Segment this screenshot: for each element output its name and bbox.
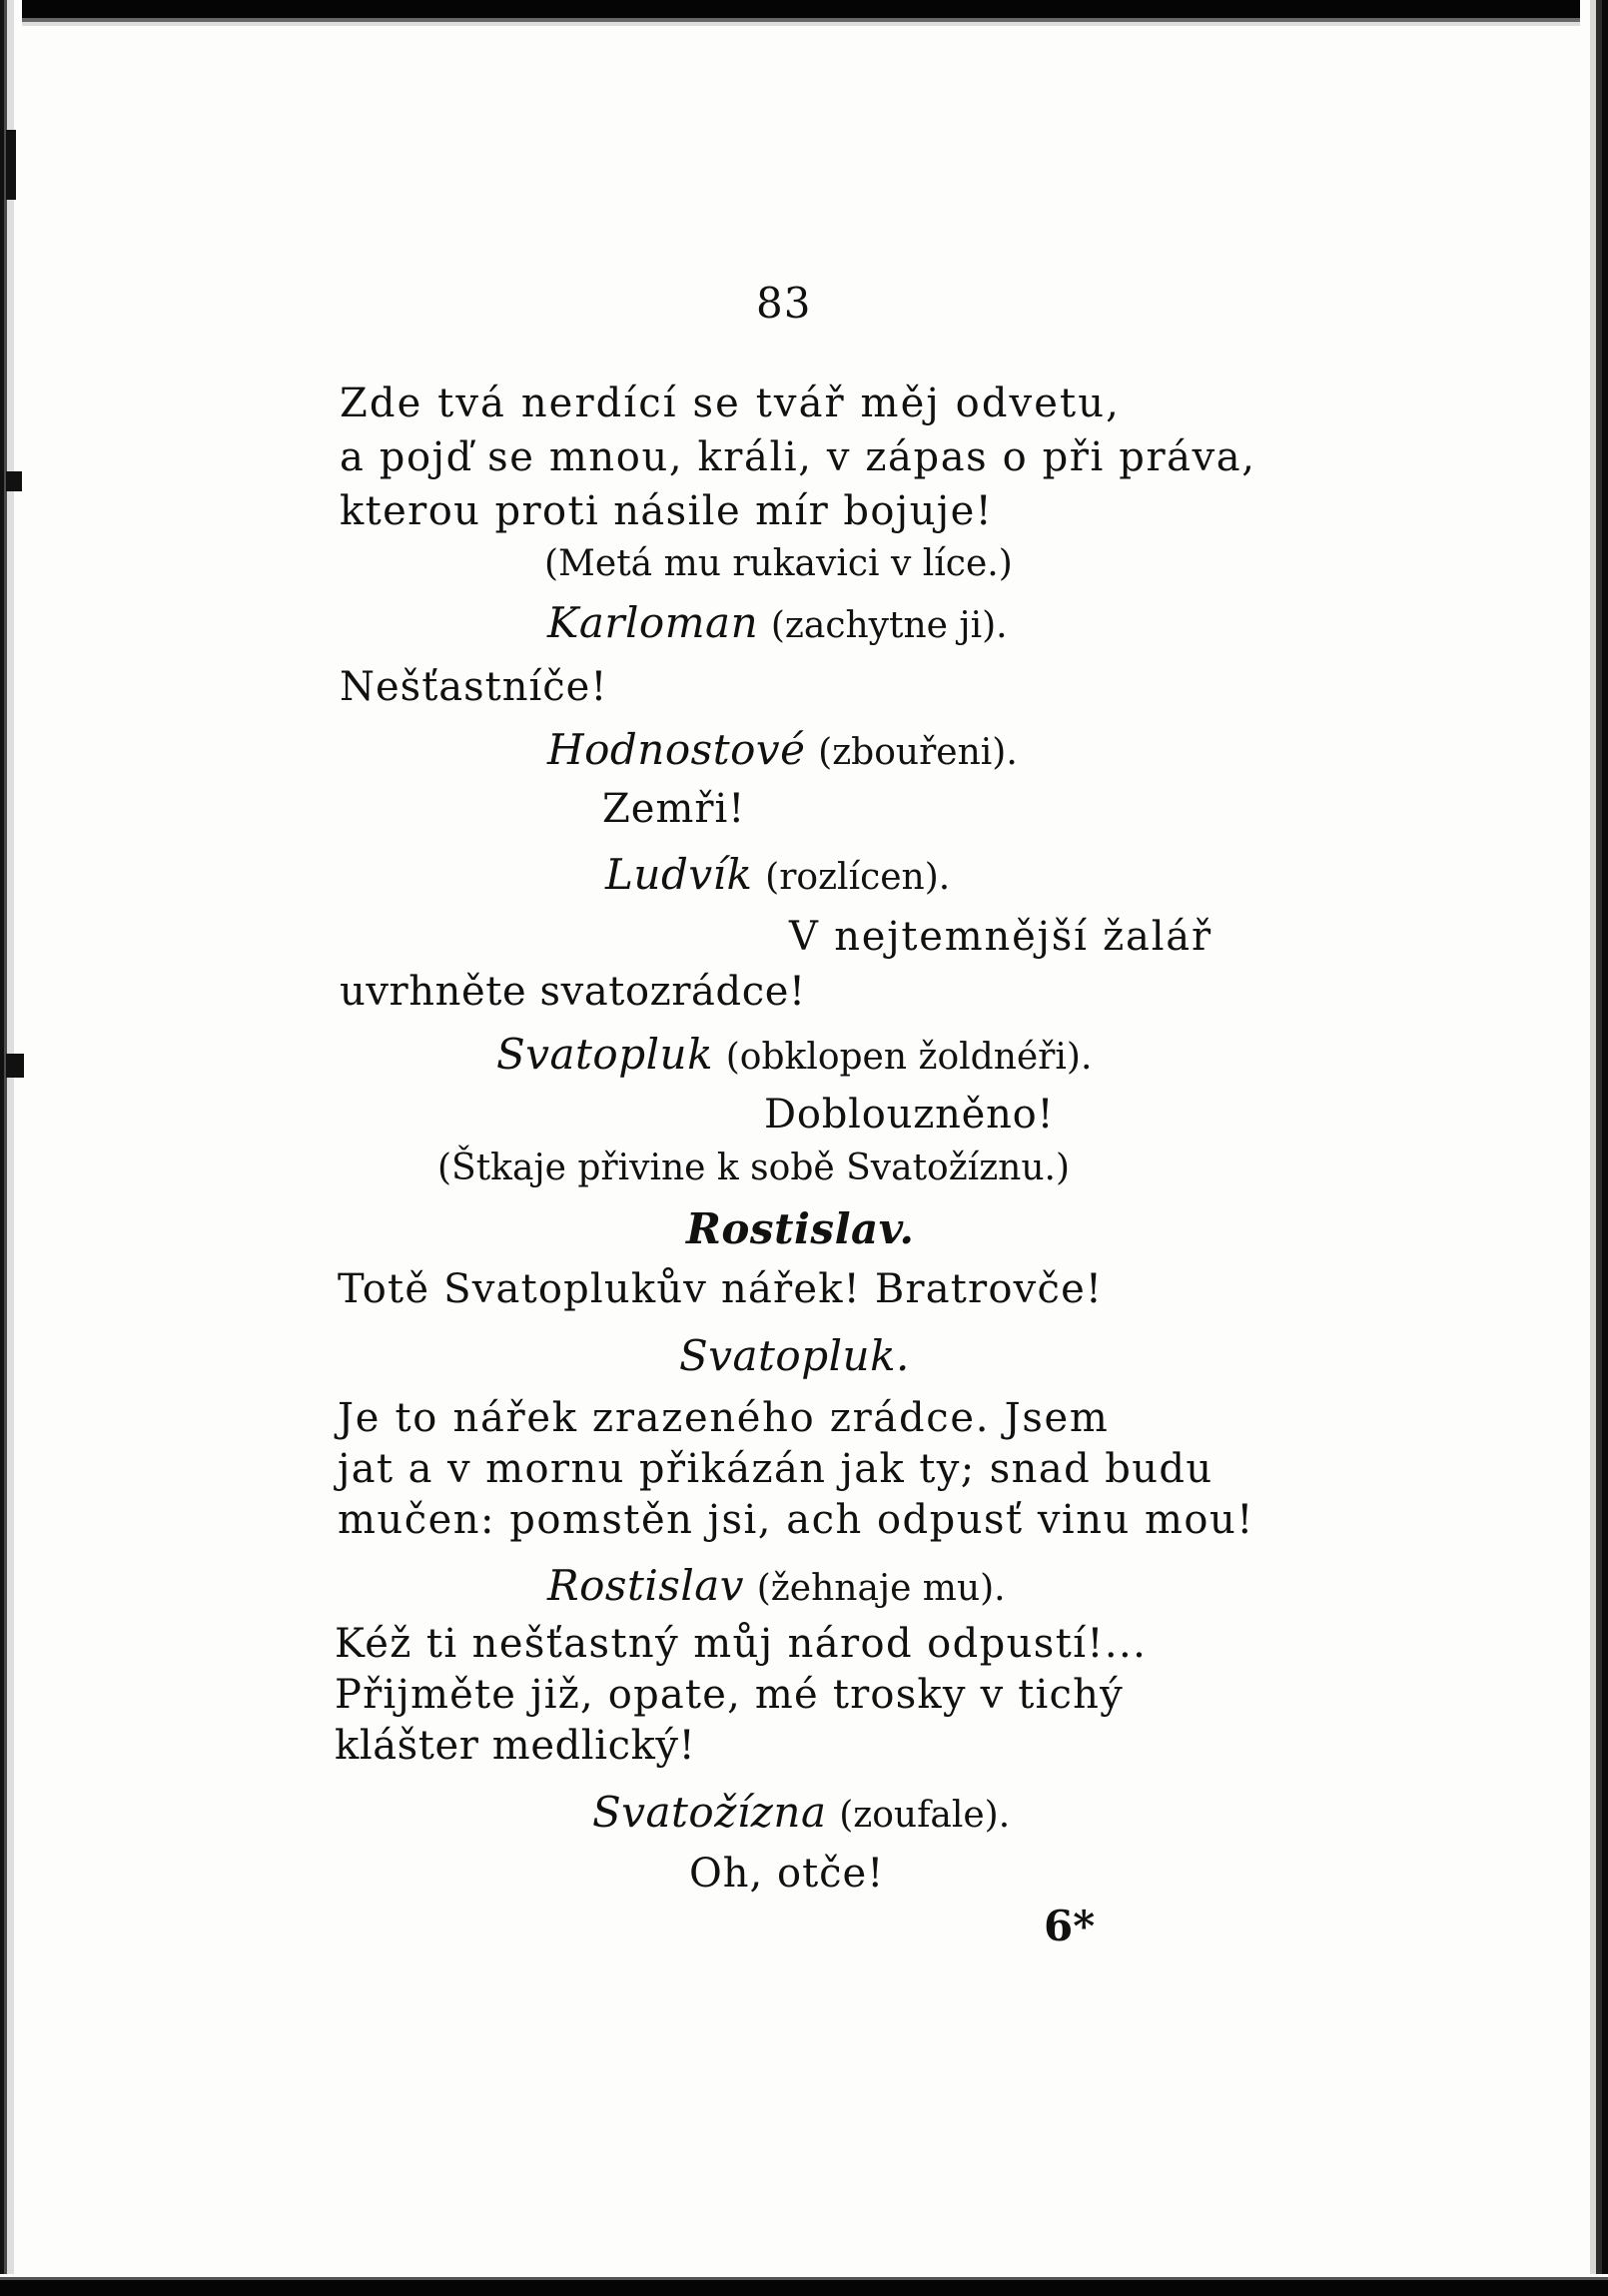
stage-direction: (rozlícen). <box>765 857 951 898</box>
speaker-line <box>547 1561 1006 1610</box>
verse-line: Nešťastníče! <box>340 664 608 710</box>
verse-line: Zemři! <box>602 786 746 832</box>
speaker-name: Rostislav. <box>686 1204 915 1253</box>
scan-mark <box>6 1054 24 1078</box>
page-number: 83 <box>756 279 812 328</box>
stage-direction: (zoufale). <box>839 1795 1011 1836</box>
verse-line: V nejtemnější žalář <box>789 914 1212 960</box>
verse-line: a pojď se mnou, králi, v zápas o při práva, <box>340 434 1256 480</box>
speaker-name: Svatopluk <box>496 1030 714 1079</box>
verse-line: Zde tvá nerdící se tvář měj odvetu, <box>340 381 1121 426</box>
verse-line: Kéž ti nešťastný můj národ odpustí!... <box>335 1621 1148 1667</box>
speaker-line <box>547 598 1008 647</box>
verse-line: jat a v mornu přikázán jak ty; snad budu <box>338 1446 1213 1492</box>
speaker-name: Rostislav <box>547 1561 745 1610</box>
verse-line: Totě Svatoplukův nářek! Bratrovče! <box>338 1266 1104 1312</box>
scan-right-edge <box>1580 0 1608 2296</box>
speaker-line <box>605 850 951 899</box>
stage-direction: (žehnaje mu). <box>756 1568 1006 1609</box>
stage-direction: (zbouřeni). <box>818 732 1018 773</box>
stage-direction: (Štkaje přivine k sobě Svatožíznu.) <box>437 1148 1071 1188</box>
verse-line: Oh, otče! <box>689 1851 885 1897</box>
speaker-name: Hodnostové <box>547 725 806 774</box>
verse-line: Doblouzněno! <box>764 1092 1055 1138</box>
scan-left-edge <box>0 0 22 2296</box>
scan-mark <box>6 130 16 200</box>
stage-direction: (Metá mu rukavici v líce.) <box>544 543 1013 584</box>
speaker-line <box>496 1030 1093 1079</box>
signature-mark: 6* <box>1044 1902 1096 1950</box>
speaker-line <box>592 1788 1011 1837</box>
stage-direction: (obklopen žoldnéři). <box>725 1037 1093 1078</box>
speaker-name: Ludvík <box>605 850 753 899</box>
stage-direction: (zachytne ji). <box>770 605 1008 646</box>
speaker-line <box>547 725 1018 774</box>
verse-line: Je to nářek zrazeného zrádce. Jsem <box>338 1395 1110 1441</box>
verse-line: mučen: pomstěn jsi, ach odpusť vinu mou! <box>338 1497 1254 1543</box>
verse-line: uvrhněte svatozrádce! <box>340 969 806 1015</box>
scan-top-edge <box>0 0 1608 30</box>
scan-bottom-edge <box>0 2274 1608 2296</box>
verse-line: klášter medlický! <box>335 1723 696 1769</box>
speaker-name: Svatopluk. <box>679 1331 910 1380</box>
speaker-name: Svatožízna <box>592 1788 827 1837</box>
speaker-name: Karloman <box>547 598 759 647</box>
verse-line: kterou proti násile mír bojuje! <box>340 488 994 534</box>
verse-line: Přijměte již, opate, mé trosky v tichý <box>335 1672 1124 1718</box>
scan-mark <box>6 471 22 491</box>
